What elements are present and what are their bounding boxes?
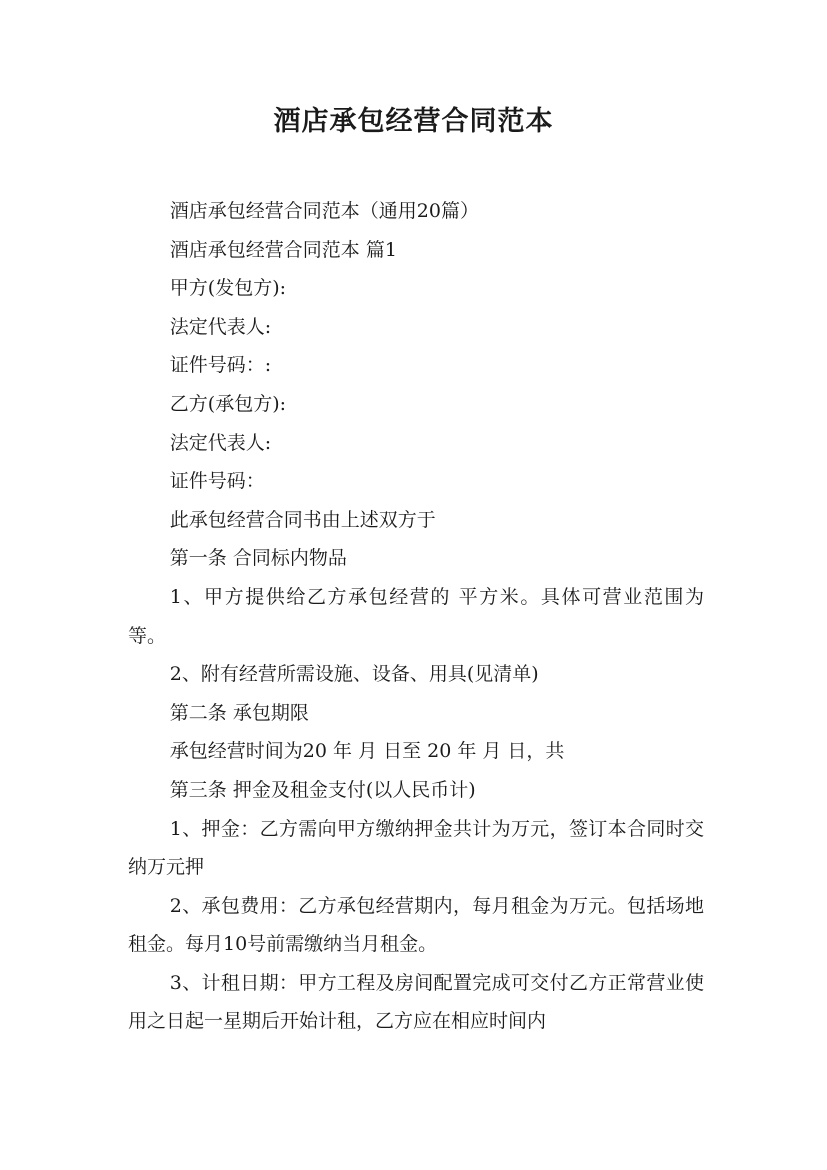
paragraph-clause-2-term: 承包经营时间为20 年 月 日至 20 年 月 日，共: [169, 740, 565, 763]
paragraph-clause-3-heading: 第三条 押金及租金支付(以人民币计): [169, 778, 476, 801]
paragraph-heading-collection: 酒店承包经营合同范本（通用20篇）: [169, 200, 479, 222]
paragraph-party-a: 甲方(发包方):: [169, 277, 287, 300]
paragraph-party-b-id: 证件号码：: [169, 470, 265, 493]
paragraph-clause-3-item-3: 3、计租日期：甲方工程及房间配置完成可交付乙方正常营业使用之日起一星期后开始计租，乙方应在相应时间内: [128, 971, 704, 1033]
paragraph-clause-1-item-1: 1、甲方提供给乙方承包经营的 平方米。具体可营业范围为 等。: [128, 585, 704, 647]
paragraph-clause-3-item-1: 1、押金：乙方需向甲方缴纳押金共计为万元，签订本合同时交纳万元押: [128, 817, 704, 879]
paragraph-clause-3-item-2: 2、承包费用：乙方承包经营期内，每月租金为万元。包括场地租金。每月10号前需缴纳当月租金。: [128, 894, 704, 956]
paragraph-clause-1-heading: 第一条 合同标内物品: [169, 547, 347, 570]
paragraph-clause-2-heading: 第二条 承包期限: [169, 701, 309, 724]
document-title: 酒店承包经营合同范本: [273, 106, 554, 137]
paragraph-party-a-representative: 法定代表人:: [169, 315, 272, 338]
document-body: [128, 192, 704, 1041]
paragraph-heading-article-1: 酒店承包经营合同范本 篇1: [169, 238, 397, 261]
paragraph-clause-1-item-2: 2、附有经营所需设施、设备、用具(见清单): [169, 663, 539, 686]
paragraph-party-a-id: 证件号码：:: [169, 354, 272, 377]
paragraph-party-b: 乙方(承包方):: [169, 392, 287, 415]
paragraph-party-b-representative: 法定代表人:: [169, 431, 272, 454]
paragraph-intro: 此承包经营合同书由上述双方于: [169, 508, 436, 531]
